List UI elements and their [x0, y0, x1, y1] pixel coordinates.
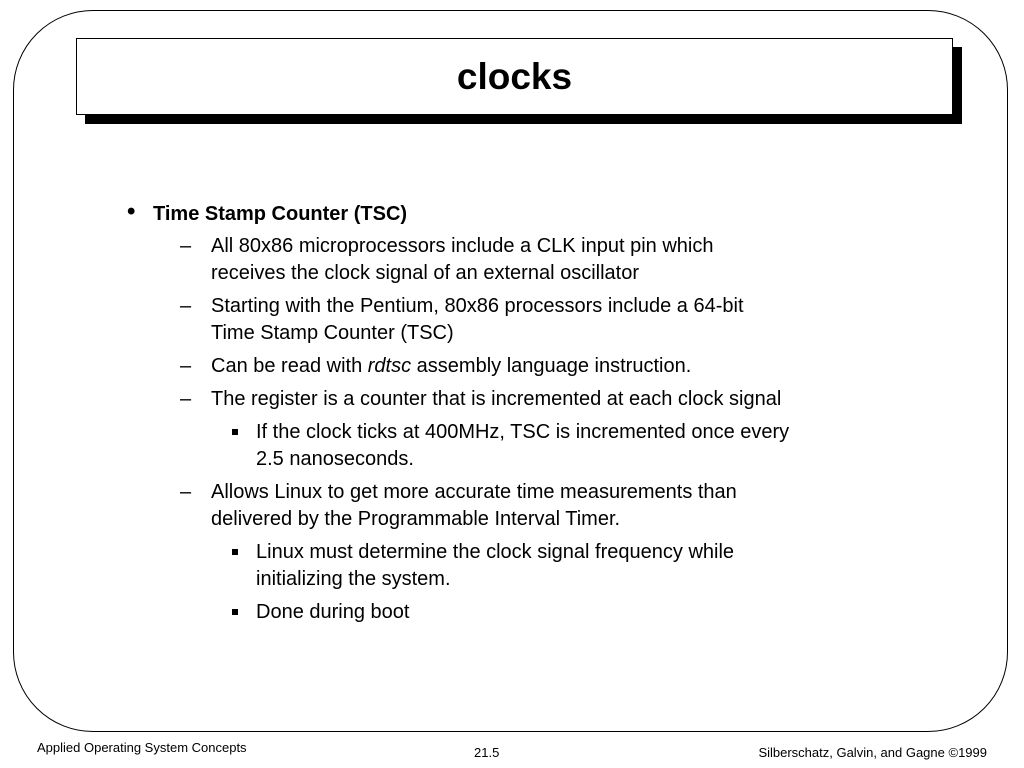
footer-course-name: Applied Operating System Concepts: [37, 740, 247, 755]
dash-marker: –: [180, 295, 192, 317]
dash-marker: –: [180, 355, 192, 377]
square-bullet-icon: [232, 609, 238, 615]
sub-item-2-line-2: Time Stamp Counter (TSC): [211, 322, 454, 344]
sub-sub-item-5a-line-2: initializing the system.: [256, 568, 451, 590]
dash-marker: –: [180, 481, 192, 503]
square-bullet-icon: [232, 429, 238, 435]
dash-marker: –: [180, 388, 192, 410]
sub-item-3-post: assembly language instruction.: [411, 355, 692, 377]
slide-title: clocks: [456, 55, 573, 97]
square-bullet-icon: [232, 549, 238, 555]
sub-item-1-line-1: All 80x86 microprocessors include a CLK input pin which: [211, 235, 714, 257]
sub-item-3-pre: Can be read with: [211, 355, 368, 377]
footer-copyright: Silberschatz, Galvin, and Gagne ©1999: [758, 745, 987, 760]
sub-sub-item-4a-line-2: 2.5 nanoseconds.: [256, 448, 414, 470]
bullet-heading: Time Stamp Counter (TSC): [153, 203, 408, 225]
sub-item-5-line-2: delivered by the Programmable Interval Timer.: [211, 508, 621, 530]
sub-item-4: The register is a counter that is incremented at each clock signal: [211, 388, 782, 410]
sub-item-3: [211, 352, 691, 380]
sub-item-2-line-1: Starting with the Pentium, 80x86 processors include a 64-bit: [211, 295, 744, 317]
dash-marker: –: [180, 235, 192, 257]
sub-sub-item-5b: Done during boot: [256, 601, 410, 623]
sub-item-5-line-1: Allows Linux to get more accurate time measurements than: [211, 481, 737, 503]
sub-sub-item-5a-line-1: Linux must determine the clock signal frequency while: [256, 541, 735, 563]
footer-page-number: 21.5: [474, 745, 500, 760]
sub-sub-item-4a-line-1: If the clock ticks at 400MHz, TSC is incremented once every: [256, 421, 790, 443]
sub-item-3-command: rdtsc: [367, 355, 412, 377]
bullet-marker: •: [127, 198, 136, 225]
sub-item-1-line-2: receives the clock signal of an external oscillator: [211, 262, 639, 284]
